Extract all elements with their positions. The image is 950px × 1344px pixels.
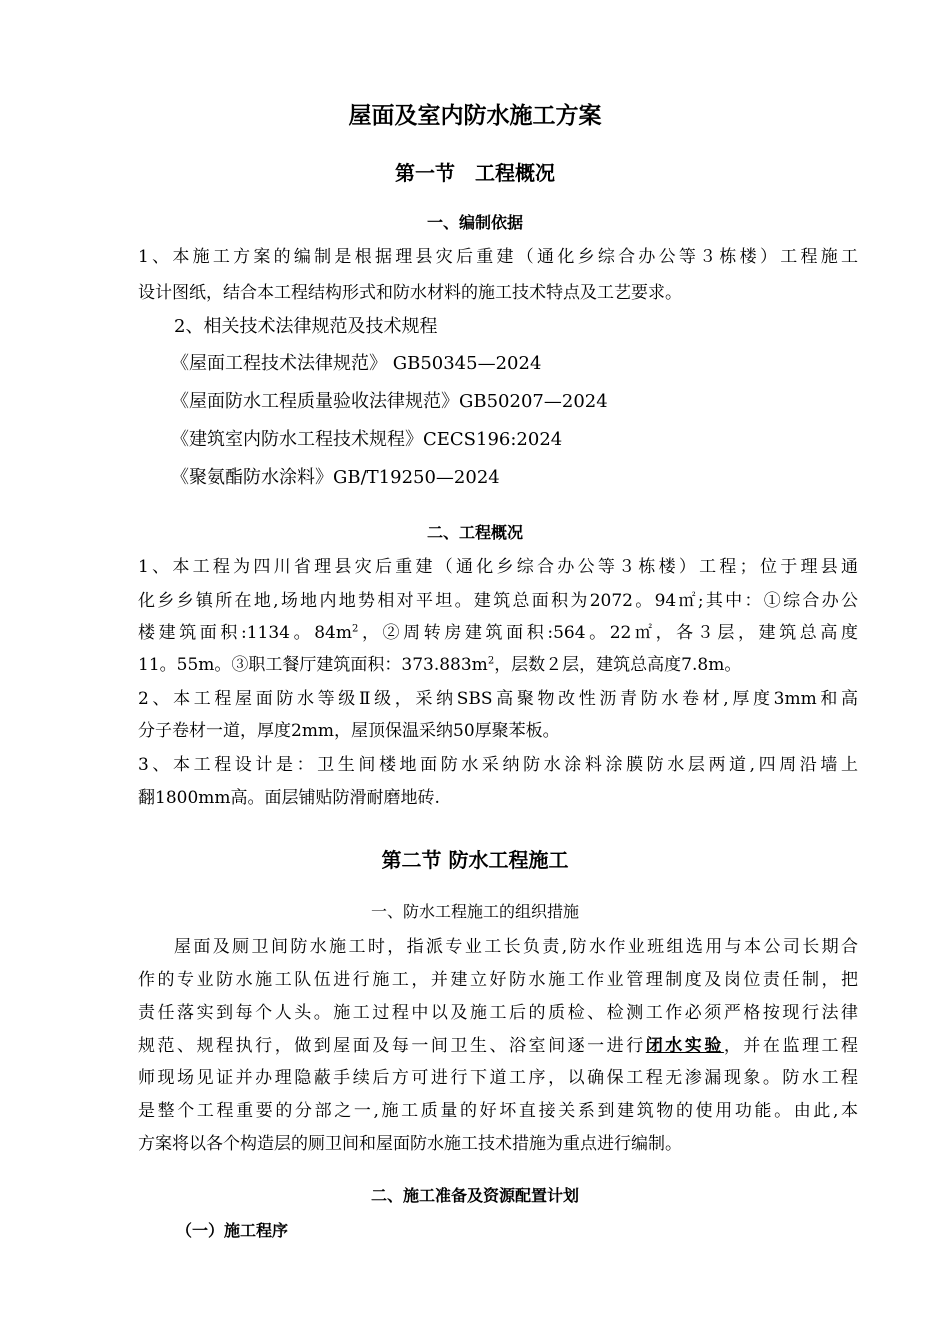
organization-line-4: 规范、规程执行，做到屋面及每一间卫生、浴室间逐一进行闭水实验，并在监理工程 [138, 1036, 859, 1056]
section-1-heading: 第一节 工程概况 [395, 161, 555, 185]
organization-line-5: 师现场见证并办理隐蔽手续后方可进行下道工序，以确保工程无渗漏现象。防水工程 [138, 1068, 858, 1088]
basis-paragraph-line-2: 设计图纸，结合本工程结构形式和防水材料的施工技术特点及工艺要求。 [138, 283, 682, 303]
overview-p1-line-2: 化乡乡镇所在地,场地内地势相对平坦。建筑总面积为2072。94㎡;其中：①综合办公 [138, 591, 858, 611]
overview-p2-line-1: 2、本工程屋面防水等级Ⅱ级，采纳SBS高聚物改性沥青防水卷材,厚度3mm和高 [138, 689, 858, 709]
overview-p3-line-1: 3、本工程设计是：卫生间楼地面防水采纳防水涂料涂膜防水层两道,四周沿墙上 [138, 755, 858, 775]
standard-item-3: 《建筑室内防水工程技术规程》CECS196:2024 [171, 429, 563, 450]
subsection-basis-heading: 一、编制依据 [426, 213, 523, 232]
section-2-heading: 第二节 防水工程施工 [381, 848, 569, 872]
subsection-organization-heading: 一、防水工程施工的组织措施 [370, 902, 579, 921]
organization-line-6: 是整个工程重要的分部之一,施工质量的好坏直接关系到建筑物的使用功能。由此,本 [138, 1101, 858, 1121]
basis-standards-intro: 2、相关技术法律规范及技术规程 [174, 316, 438, 337]
overview-p1-line-1: 1、本工程为四川省理县灾后重建（通化乡综合办公等３栋楼）工程；位于理县通 [138, 557, 858, 577]
subsection-overview-heading: 二、工程概况 [426, 523, 523, 542]
overview-p2-line-2: 分子卷材一道，厚度2mm，屋顶保温采纳50厚聚苯板。 [138, 721, 560, 741]
organization-line-7: 方案将以各个构造层的厕卫间和屋面防水施工技术措施为重点进行编制。 [138, 1134, 682, 1154]
overview-p3-line-2: 翻1800mm高。面层铺贴防滑耐磨地砖. [138, 788, 440, 808]
basis-paragraph-line-1: 1、本施工方案的编制是根据理县灾后重建（通化乡综合办公等３栋楼）工程施工 [138, 247, 858, 267]
overview-p1-line-3: 楼建筑面积:1134。$84m^2$，②周转房建筑面积:564。22㎡，各３层，建筑总高度 [138, 623, 858, 643]
organization-line-2: 作的专业防水施工队伍进行施工，并建立好防水施工作业管理制度及岗位责任制，把 [138, 970, 858, 990]
standard-item-4: 《聚氨酯防水涂料》GB/T19250—2024 [171, 467, 500, 488]
subsection-preparation-heading: 二、施工准备及资源配置计划 [370, 1186, 579, 1205]
document-title: 屋面及室内防水施工方案 [348, 103, 602, 129]
standard-item-2: 《屋面防水工程质量验收法律规范》GB50207—2024 [171, 391, 608, 412]
standard-item-1: 《屋面工程技术法律规范》 GB50345—2024 [171, 353, 542, 374]
closed-water-test-emphasis: 闭水实验 [645, 1036, 724, 1056]
organization-line-3: 责任落实到每个人头。施工过程中以及施工后的质检、检测工作必须严格按现行法律 [138, 1003, 858, 1023]
overview-p1-line-4: 11。55m。③职工餐厅建筑面积：$373.883m^2$，层数２层，建筑总高度7.8m。 [138, 655, 742, 675]
construction-procedure-item: （一）施工程序 [176, 1221, 289, 1240]
organization-line-1: 屋面及厕卫间防水施工时，指派专业工长负责,防水作业班组选用与本公司长期合 [174, 937, 858, 957]
